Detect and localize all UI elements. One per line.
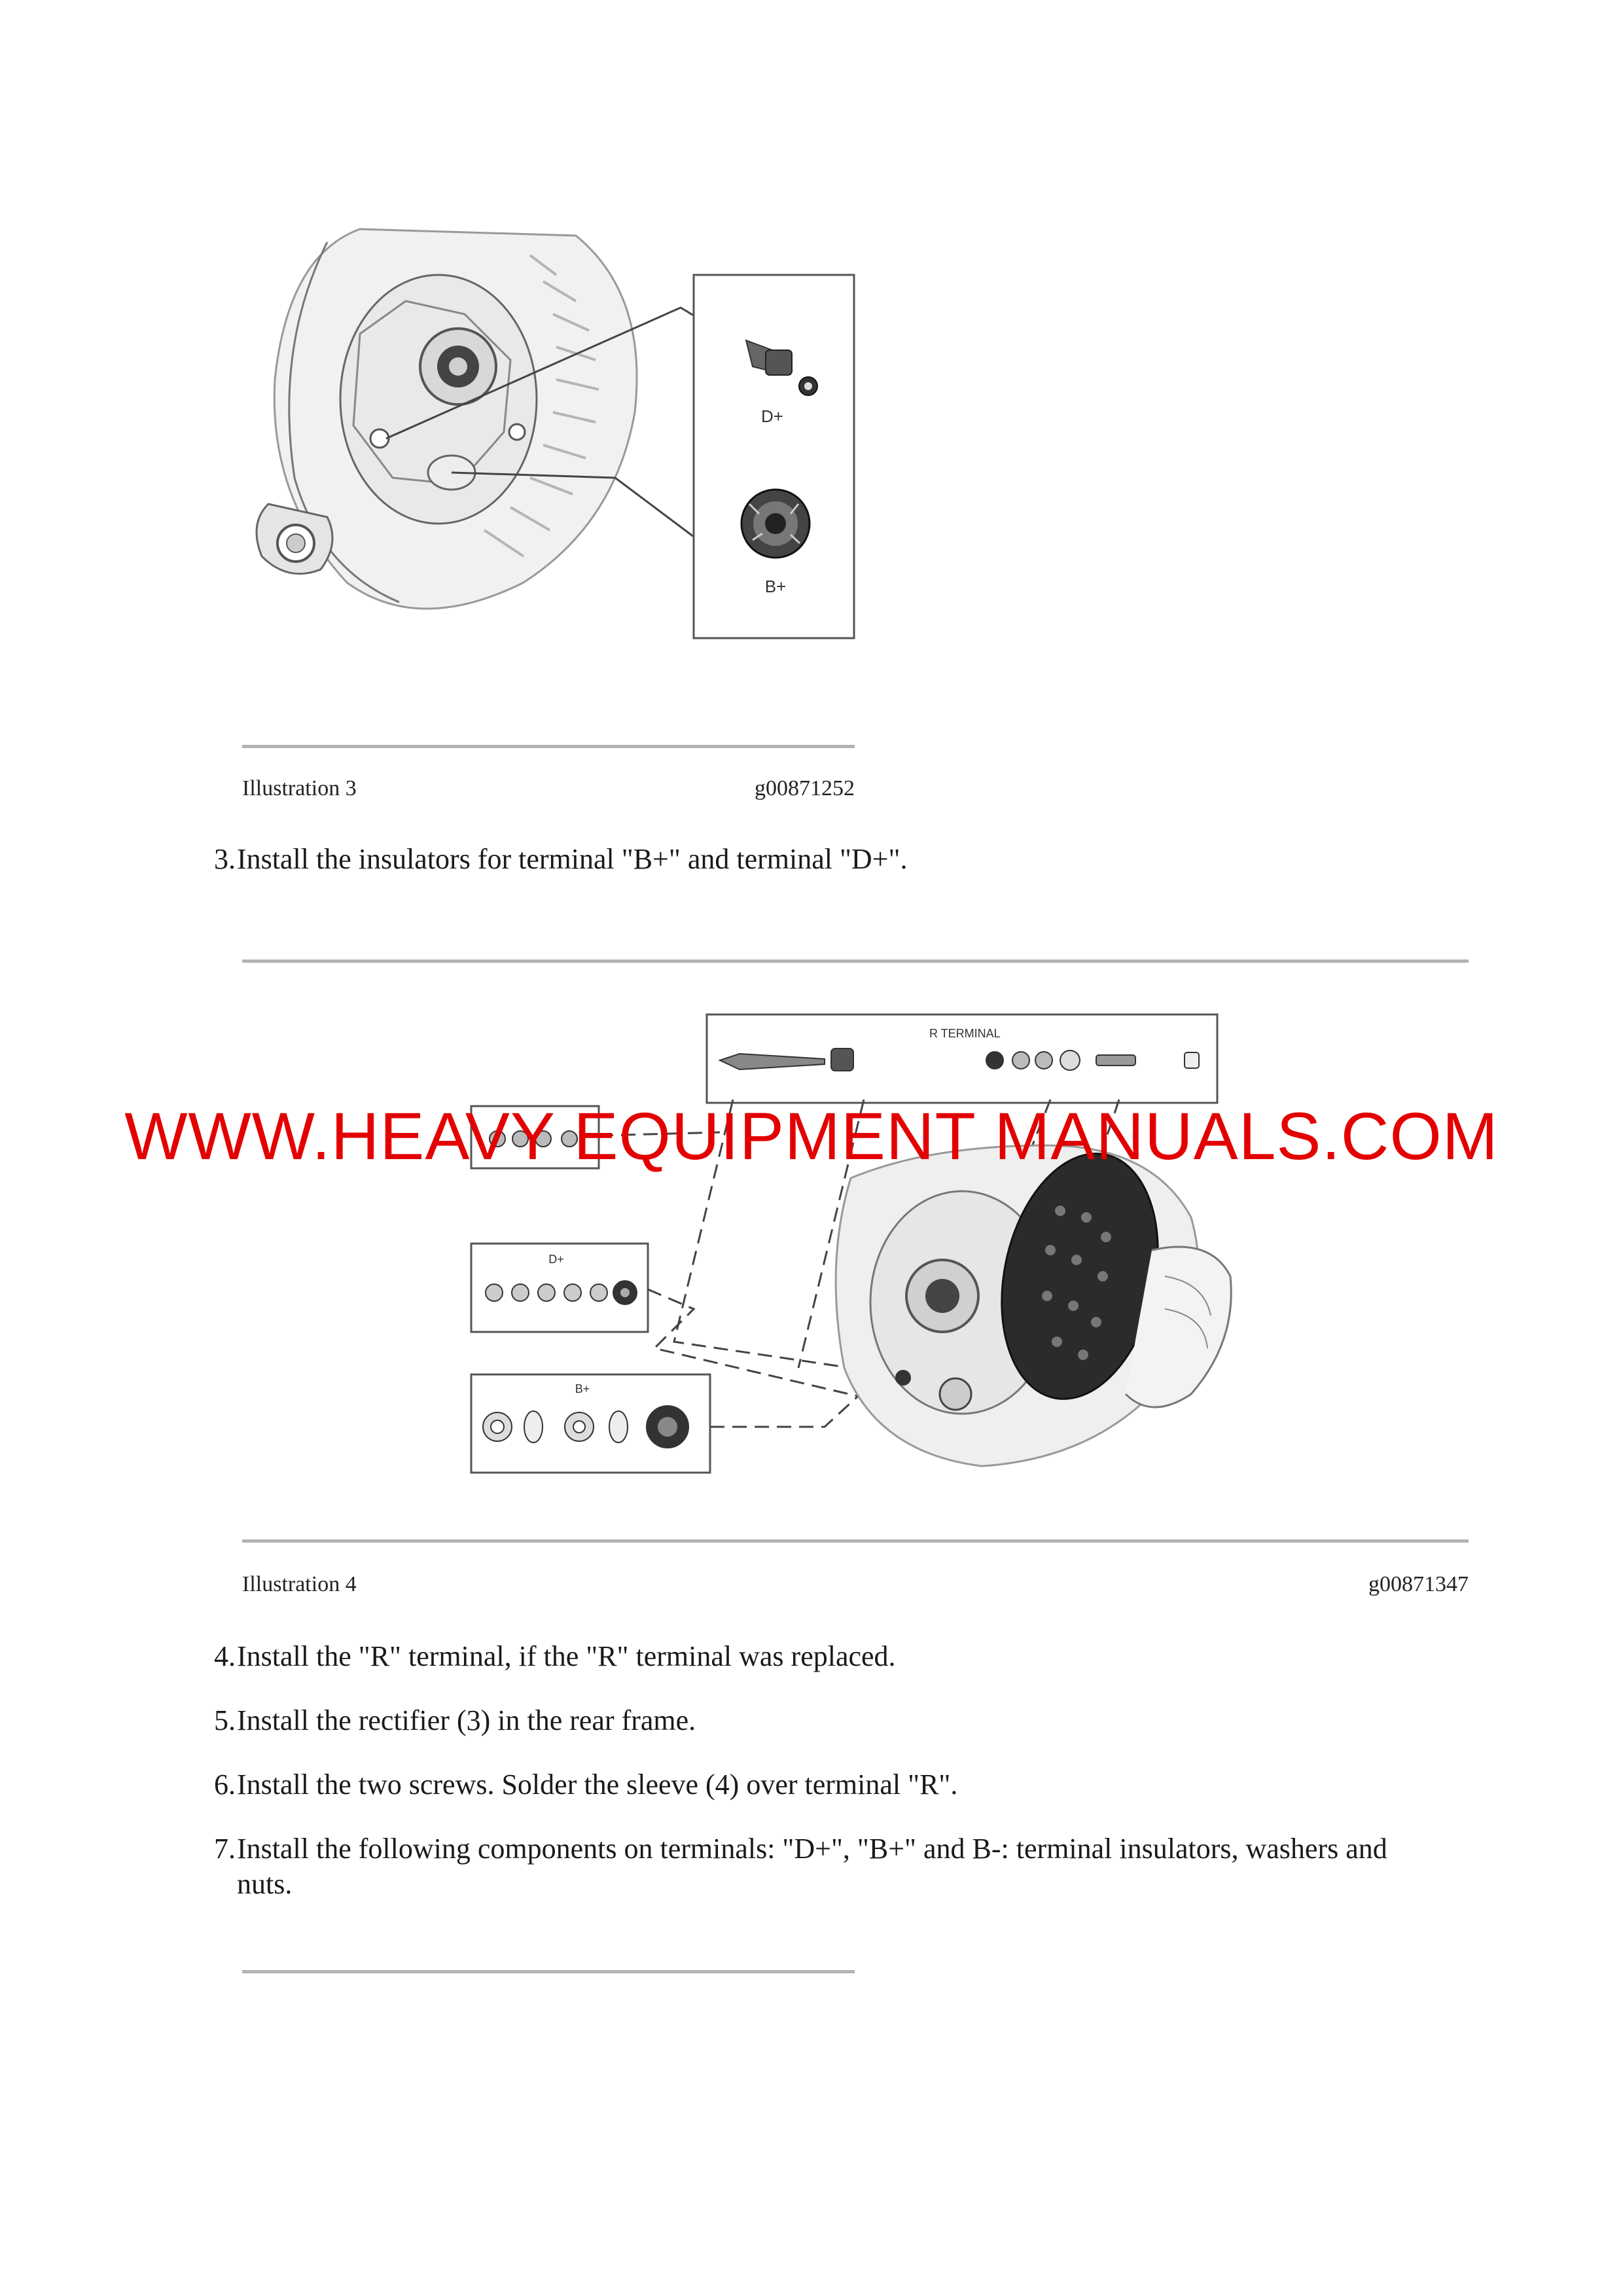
step-7-number: 7. <box>214 1833 236 1865</box>
illustration-4-rule <box>242 1539 1469 1543</box>
illustration-3-id: g00871252 <box>755 776 855 800</box>
r-terminal-label: R TERMINAL <box>929 1027 1001 1040</box>
d-plus-label-illus4: D+ <box>548 1253 564 1266</box>
step-6-text: Install the two screws. Solder the sleeve (4) over terminal "R". <box>237 1768 958 1801</box>
illustration-4-top-rule <box>242 960 1469 963</box>
step-5-text: Install the rectifier (3) in the rear frame. <box>237 1704 696 1736</box>
step-7-text-line-1: Install the following components on terminals: "D+", "B+" and B-: terminal insulators, washers and <box>237 1833 1387 1865</box>
illustration-4-caption: Illustration 4 <box>242 1572 357 1596</box>
b-plus-label-illus4: B+ <box>575 1382 590 1395</box>
d-plus-label: D+ <box>761 406 783 426</box>
watermark: WWW.HEAVY EQUIPMENT MANUALS.COM <box>124 1099 1499 1174</box>
step-3-text: Install the insulators for terminal "B+" and terminal "D+". <box>237 843 908 875</box>
illustration-4-id: g00871347 <box>1368 1572 1469 1596</box>
alternator-rear-frame-drawing <box>257 229 637 609</box>
illustration-4-figure <box>458 1001 1257 1479</box>
step-6-number: 6. <box>214 1768 236 1801</box>
bottom-rule <box>242 1970 855 1973</box>
b-plus-label: B+ <box>764 577 787 596</box>
b-plus-insulator-drawing <box>741 490 810 558</box>
step-7-text-line-2: nuts. <box>237 1868 293 1900</box>
step-4-number: 4. <box>214 1640 236 1672</box>
step-5-number: 5. <box>214 1704 236 1736</box>
step-3-number: 3. <box>214 843 236 875</box>
illustration-3-caption: Illustration 3 <box>242 776 357 800</box>
illustration-3-figure <box>249 216 864 674</box>
alternator-with-rectifier-drawing <box>836 1139 1231 1466</box>
step-4-text: Install the "R" terminal, if the "R" terminal was replaced. <box>237 1640 896 1672</box>
illustration-3-rule <box>242 745 855 748</box>
